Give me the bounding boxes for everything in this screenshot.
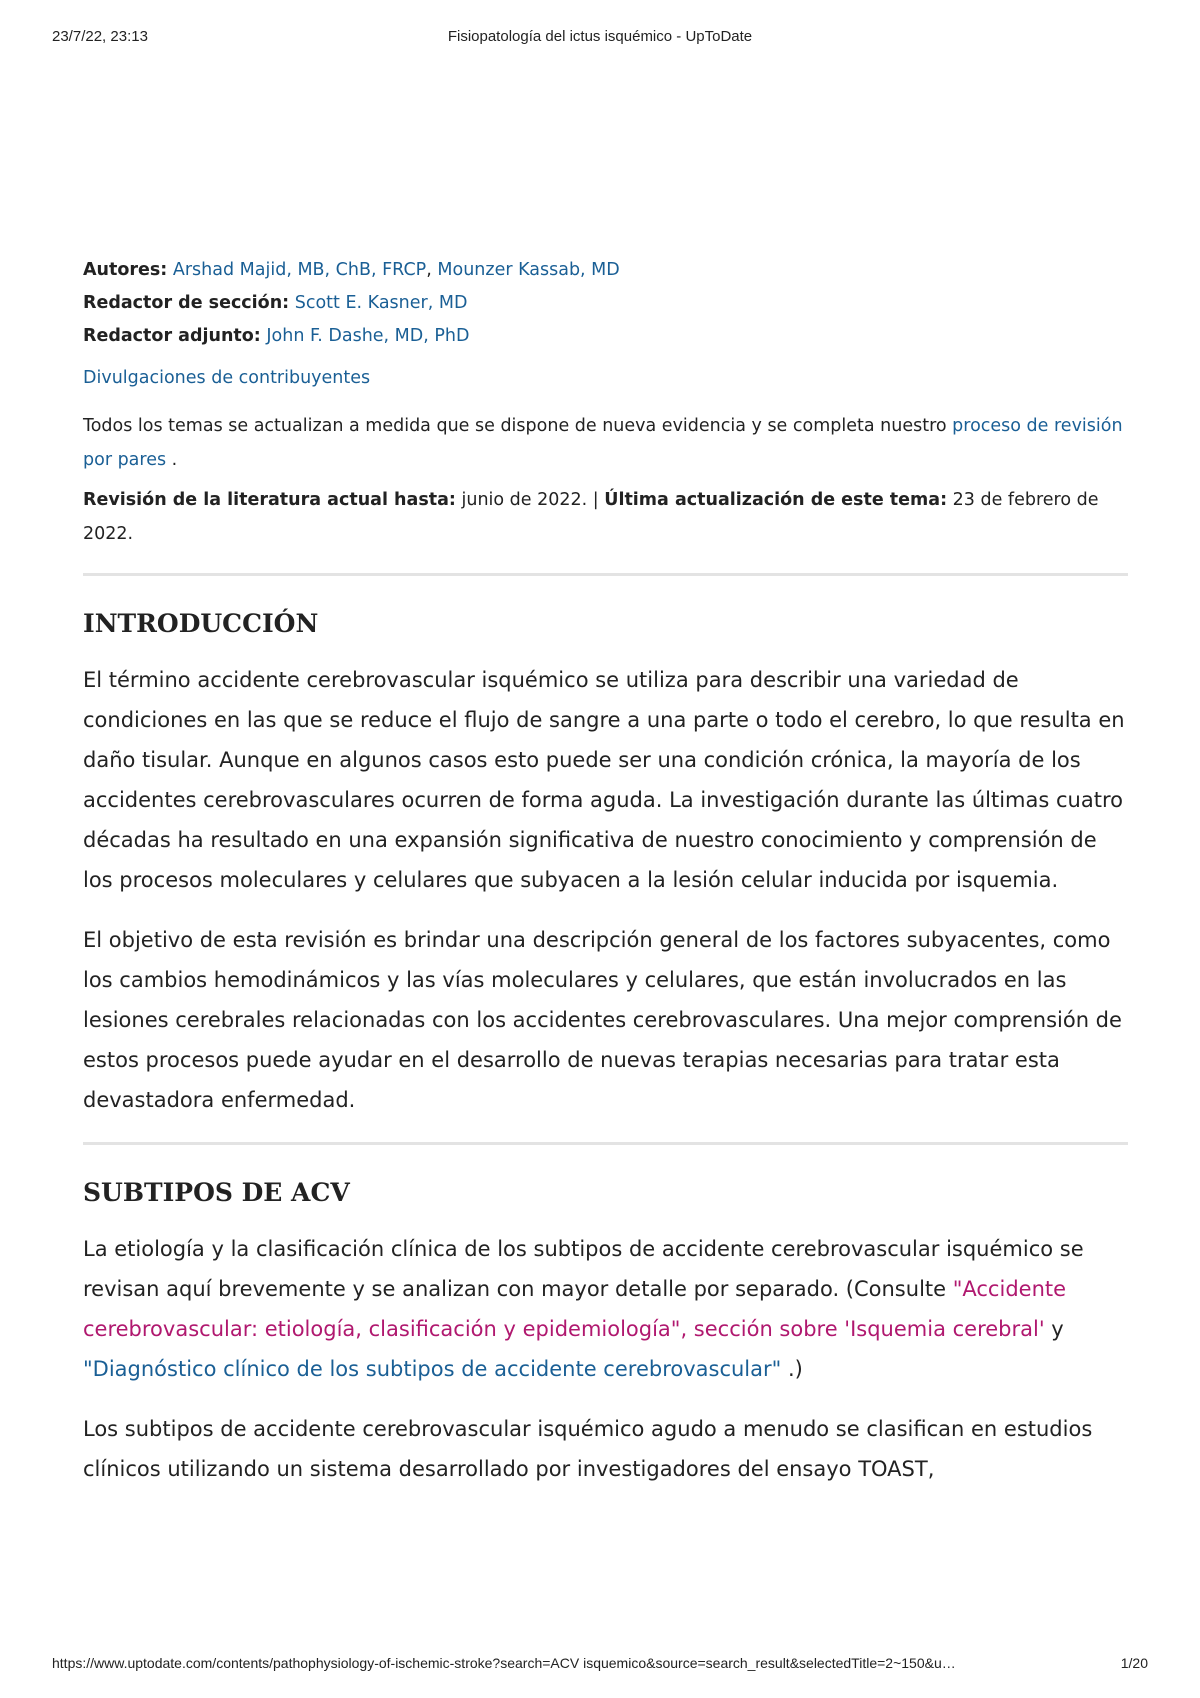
disclosures-link[interactable]: Divulgaciones de contribuyentes: [83, 368, 371, 388]
review-value: junio de 2022.: [455, 490, 588, 510]
intro-paragraph: El término accidente cerebrovascular isquémico se utiliza para describir una variedad de condiciones en las que se reduce el flujo de sangre a una parte o todo el cerebro, lo que resulta en daño tisular. Aunque en algunos casos esto puede ser una condición crónica, la mayoría de los accidentes cerebrovasculares ocurren de forma aguda. La investigación durante las últimas cuatro décadas ha resultado en una expansión significativa de nuestro conocimiento y comprensión de los procesos moleculares y celulares que subyacen a la lesión celular inducida por isquemia.: [83, 668, 1125, 892]
review-separator: |: [587, 490, 605, 510]
authors-label: Autores:: [83, 260, 168, 280]
print-header: [52, 28, 1148, 48]
updated-label: Última actualización de este tema:: [604, 490, 948, 510]
article-content: [83, 254, 1128, 1489]
contributors-block: [83, 254, 1128, 353]
deputy-editor-link[interactable]: John F. Dashe, MD, PhD: [266, 326, 470, 346]
section-editor-line: [83, 287, 1128, 320]
subtypes-paragraph: Los subtipos de accidente cerebrovascular isquémico agudo a menudo se clasifican en estudios clínicos utilizando un sistema desarrollado por investigadores del ensayo TOAST,: [83, 1417, 1093, 1481]
etiology-topic-link[interactable]: "Accidente cerebrovascular: etiología, clasificación y epidemiología", sección sobre 'Isquemia cerebral': [83, 1277, 1067, 1341]
diagnosis-topic-link[interactable]: "Diagnóstico clínico de los subtipos de accidente cerebrovascular": [83, 1357, 782, 1381]
peer-review-link[interactable]: proceso de revisión por pares: [83, 416, 1123, 470]
print-url: https://www.uptodate.com/contents/pathophysiology-of-ischemic-stroke?search=ACV isquemico&source=search_result&selectedTitle=2~150&u…: [52, 1655, 956, 1671]
updated-value: 23 de febrero de 2022.: [83, 490, 1099, 544]
intro-heading: INTRODUCCIÓN: [83, 609, 319, 638]
section-divider: [83, 573, 1128, 576]
section-editor-label: Redactor de sección:: [83, 293, 290, 313]
subtypes-paragraph: La etiología y la clasificación clínica de los subtipos de accidente cerebrovascular isquémico se revisan aquí brevemente y se analizan con mayor detalle por separado. (Consulte "Accidente cerebrovascular: etiología, clasificación y epidemiología", sección sobre 'Isquemia cerebral' y "Diagnóstico clínico de los subtipos de accidente cerebrovascular" .): [83, 1237, 1084, 1381]
author-link[interactable]: Arshad Majid, MB, ChB, FRCP: [172, 260, 427, 280]
deputy-editor-line: [83, 320, 1128, 353]
note-text: Todos los temas se actualizan a medida que se dispone de nueva evidencia y se completa nuestro: [83, 416, 953, 436]
disclosures-line: [83, 365, 1128, 391]
authors-line: Autores: Arshad Majid, MB, ChB, FRCP, Mounzer Kassab, MD: [83, 260, 620, 280]
peer-review-note: [83, 409, 1128, 477]
intro-paragraph: El objetivo de esta revisión es brindar una descripción general de los factores subyacentes, como los cambios hemodinámicos y las vías moleculares y celulares, que están involucrados en las lesiones cerebrales relacionadas con los accidentes cerebrovasculares. Una mejor comprensión de estos procesos puede ayudar en el desarrollo de nuevas terapias necesarias para tratar esta devastadora enfermedad.: [83, 928, 1122, 1112]
print-date: 23/7/22, 23:13: [52, 28, 148, 45]
review-label: Revisión de la literatura actual hasta:: [83, 490, 456, 510]
print-footer: [52, 1655, 1148, 1675]
author-link[interactable]: Mounzer Kassab, MD: [437, 260, 620, 280]
page-number: 1/20: [1120, 1655, 1148, 1671]
section-divider: [83, 1142, 1128, 1145]
print-page-title: Fisiopatología del ictus isquémico - UpToDate: [447, 28, 753, 45]
section-editor-link[interactable]: Scott E. Kasner, MD: [294, 293, 468, 313]
deputy-editor-label: Redactor adjunto:: [83, 326, 261, 346]
subtypes-heading: SUBTIPOS DE ACV: [83, 1178, 350, 1207]
review-dates: [83, 483, 1128, 551]
note-end: .: [166, 450, 178, 470]
